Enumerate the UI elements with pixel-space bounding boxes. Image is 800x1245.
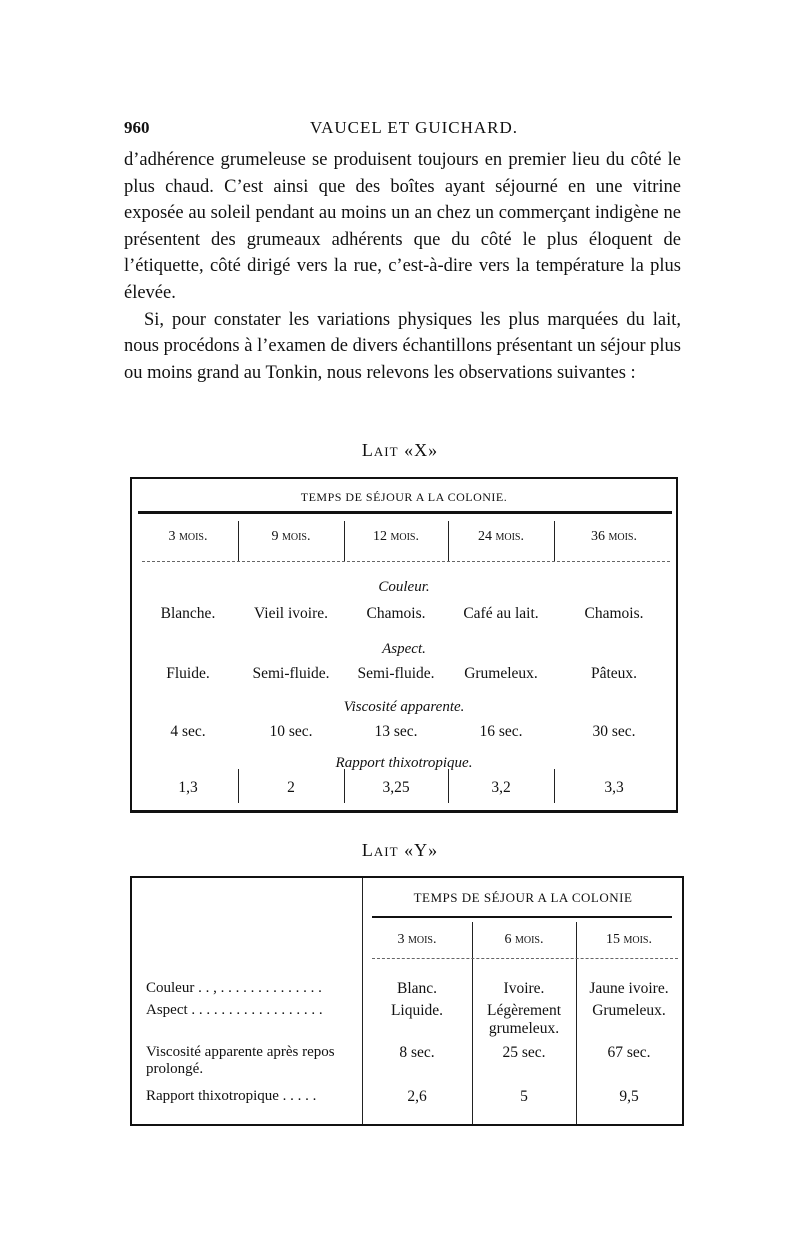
column-header: 15 mois. xyxy=(605,932,652,947)
column-divider xyxy=(554,769,555,803)
cell: 3,3 xyxy=(604,779,624,796)
cell: Vieil ivoire. xyxy=(254,605,328,622)
header-rule xyxy=(142,561,670,562)
brace-divider xyxy=(372,916,672,918)
cell: 30 sec. xyxy=(592,723,636,740)
column-divider xyxy=(344,769,345,803)
page-header xyxy=(124,118,684,142)
cell: 10 sec. xyxy=(269,723,313,740)
brace-divider xyxy=(138,511,672,514)
cell: 9,5 xyxy=(619,1088,639,1105)
column-divider xyxy=(448,521,449,561)
row-label: Couleur . . , . . . . . . . . . . . . . . xyxy=(146,980,322,996)
column-header: 3 mois. xyxy=(397,932,437,947)
table-y-title: Lait «Y» xyxy=(361,840,439,860)
section-label: Rapport thixotropique. xyxy=(335,755,473,771)
cell: Pâteux. xyxy=(590,665,638,682)
cell: Fluide. xyxy=(166,665,210,682)
column-divider xyxy=(448,769,449,803)
cell: Blanc. xyxy=(396,980,438,997)
cell: 25 sec. xyxy=(502,1044,546,1061)
table-x xyxy=(130,477,678,813)
span-header: TEMPS DE SÉJOUR A LA COLONIE xyxy=(413,890,633,905)
section-label: Couleur. xyxy=(378,579,430,595)
cell: Chamois. xyxy=(366,605,426,622)
cell: 16 sec. xyxy=(479,723,523,740)
cell: 1,3 xyxy=(178,779,198,796)
cell: Blanche. xyxy=(160,605,216,622)
cell: Semi-fluide. xyxy=(357,665,435,682)
row-label: Viscosité apparente après repos prolongé. xyxy=(146,1044,335,1077)
cell: Chamois. xyxy=(584,605,644,622)
running-title: VAUCEL ET GUICHARD. xyxy=(310,118,519,137)
cell: 8 sec. xyxy=(399,1044,435,1061)
cell: Grumeleux. xyxy=(464,665,538,682)
cell: Ivoire. xyxy=(503,980,545,997)
table-y xyxy=(130,876,684,1126)
column-header: 3 mois. xyxy=(168,529,208,544)
cell: 5 xyxy=(520,1088,528,1105)
column-header: 12 mois. xyxy=(372,529,419,544)
section-label: Aspect. xyxy=(382,641,426,657)
column-divider xyxy=(238,521,239,561)
cell: 13 sec. xyxy=(374,723,418,740)
cell: 3,2 xyxy=(491,779,511,796)
column-header: 36 mois. xyxy=(590,529,637,544)
table-x-title: Lait «X» xyxy=(361,440,439,460)
cell: Grumeleux. xyxy=(592,1002,666,1019)
cell: 3,25 xyxy=(382,779,410,796)
cell: Liquide. xyxy=(390,1002,444,1019)
column-divider xyxy=(554,521,555,561)
section-label: Viscosité apparente. xyxy=(343,699,465,715)
body-text xyxy=(124,147,681,386)
cell: 2 xyxy=(287,779,295,796)
column-header: 9 mois. xyxy=(271,529,311,544)
row-label: Rapport thixotropique . . . . . xyxy=(146,1088,317,1104)
page-number: 960 xyxy=(124,118,150,137)
paragraph: Si, pour constater les variations physiques les plus marquées du lait, nous procédons à l’examen de divers échantillons présentant un séjour plus ou moins grand au Tonkin, nous relevons les observations suivantes : xyxy=(124,309,681,383)
column-divider xyxy=(238,769,239,803)
cell: Café au lait. xyxy=(463,605,539,622)
column-divider xyxy=(344,521,345,561)
cell: Semi-fluide. xyxy=(252,665,330,682)
cell: Jaune ivoire. xyxy=(589,980,669,997)
paragraph: d’adhérence grumeleuse se produisent toujours en premier lieu du côté le plus chaud. C’est ainsi que des boîtes ayant séjourné en une vitrine exposée au soleil pendant au moins un an chez un commerçant indigène ne présentent des grumeaux adhérents que du côté le plus éloquent de l’étiquette, côté dirigé vers la rue, c’est-à-dire vers la température la plus élevée. xyxy=(124,150,681,303)
cell: 67 sec. xyxy=(607,1044,651,1061)
cell: 4 sec. xyxy=(170,723,206,740)
cell: 2,6 xyxy=(407,1088,427,1105)
column-header: 6 mois. xyxy=(504,932,544,947)
cell: Légèrement grumeleux. xyxy=(486,1002,561,1037)
span-header: TEMPS DE SÉJOUR A LA COLONIE. xyxy=(300,490,508,504)
column-header: 24 mois. xyxy=(477,529,524,544)
row-label: Aspect . . . . . . . . . . . . . . . . . . xyxy=(146,1002,323,1018)
header-rule xyxy=(372,958,678,959)
